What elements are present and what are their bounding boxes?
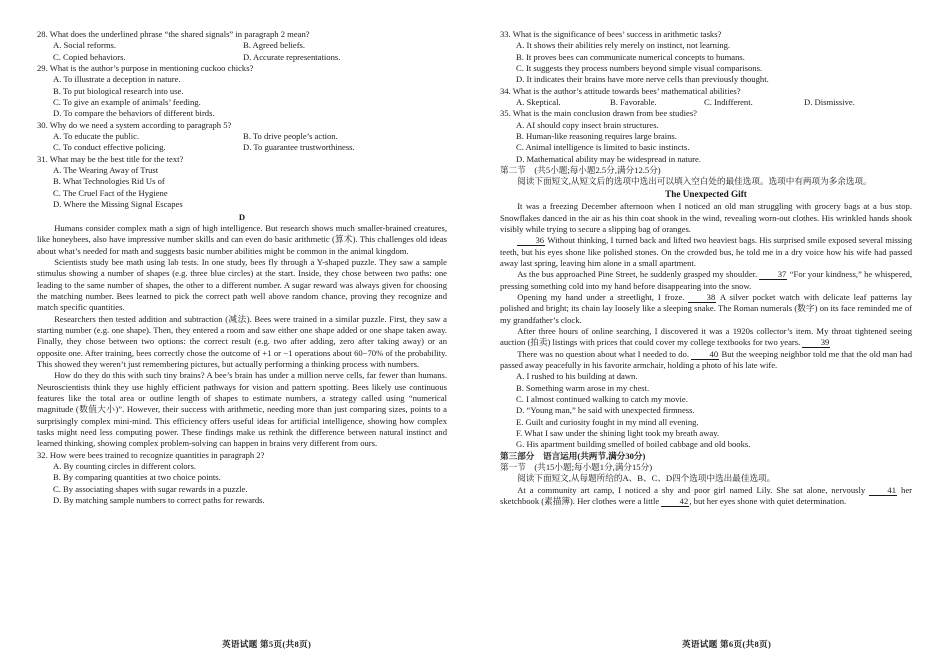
passage-paragraph: Humans consider complex math a sign of high intelligence. But research shows much smaller-brained creatures, like honeybees, also have impressive number skills and can even do basic arithmetic (算术). This challenges old ideas about what’s needed for math and suggests basic number abilities might be common in the animal kingdom.: [37, 222, 447, 256]
question-stem: 32. How were bees trained to recognize quantities in paragraph 2?: [37, 449, 265, 460]
story-paragraph: After three hours of online searching, I discovered it was a 1920s collector’s item. My throat tightened seeing auction (拍卖) listings with prices that could cover my college textbooks for two years. 39: [500, 325, 912, 348]
option-b: B. What Technologies Rid Us of: [53, 176, 165, 187]
option-d: D. Where the Missing Signal Escapes: [53, 199, 183, 210]
page-footer-left: 英语试题 第5页(共8页): [222, 639, 312, 649]
question-29: [37, 63, 447, 120]
story-option-c: C. I almost continued walking to catch my movie.: [516, 394, 688, 404]
section-2: [500, 165, 912, 188]
option-a: A. To educate the public.: [53, 131, 140, 142]
passage-d: [37, 212, 447, 450]
passage-paragraph: How do they do this with such tiny brains? A bee’s brain has under a million nerve cells, far fewer than humans. Neuroscientists think they use highly efficient pathways for vision and pattern spotting. Bees likely use continuous features like the total area or outline length of shapes to estimate numbers, a strategy called using “numerical magnitude (数值大小)”. However, their success with arithmetic, needing more than just comparing sizes, points to a surprisingly complex mini-mind. This efficiency offers useful ideas for artificial intelligence, showing how complex tasks might need less computing power. These findings make us rethink the difference between natural instinct and learned thinking, showing complex problem-solving can happen in brains very different from ours.: [37, 370, 447, 449]
passage-paragraph: Scientists study bee math using lab tests. In one study, bees fly through a Y-shaped puzzle. They saw a sample stimulus showing a number of shapes (e.g. three blue circles) at the start. Inside, they chose between two paths: one leading to the same number of shapes, the other to a different number. A sugar reward was always given for choosing the matching number. Bees learned to pick the correct path well above random chance, proving they recognize and match specific quantities.: [37, 256, 447, 313]
section-instruction: 阅读下面短文,从每题所给的A、B、C、D四个选项中选出最佳选项。: [517, 473, 776, 484]
option-d: D. It indicates their brains have more nerve cells than previously thought.: [516, 74, 769, 85]
section-header: 第一节 (共15小题;每小题1分,满分15分): [500, 462, 653, 473]
option-d: D. By matching sample numbers to correct paths for rewards.: [53, 495, 265, 506]
question-stem: 31. What may be the best title for the text?: [37, 153, 184, 164]
story-option-e: E. Guilt and curiosity fought in my mind all evening.: [516, 416, 699, 427]
story-paragraph: There was no question about what I needed to do. 40 But the weeping neighbor told me that the old man had passed away peacefully in his favorite armchair, holding a photo of his late wife.: [500, 348, 912, 370]
option-b: B. To drive people’s action.: [243, 131, 338, 142]
story-title: The Unexpected Gift: [665, 188, 747, 199]
right-page-column: [500, 29, 912, 507]
part-header: 第三部分 语言运用(共两节,满分30分): [500, 450, 646, 461]
story-paragraph: As the bus approached Pine Street, he suddenly grasped my shoulder. 37 “For your kindness,” he whispered, pressing something cold into my hand before disappearing into the snow.: [500, 269, 912, 291]
question-28: [37, 29, 447, 63]
section-header: 第二节 (共5小题;每小题2.5分,满分12.5分): [500, 165, 661, 176]
part-3: [500, 451, 912, 508]
option-a: A. It shows their abilities rely merely on instinct, not learning.: [516, 40, 731, 51]
passage-paragraph: Researchers then tested addition and subtraction (减法). Bees were trained in a similar puzzle. First, they saw a starting number (e.g. one shape). Then, they entered a room and saw either one shape added or one shape taken away. Finally, they chose between two options: the correct result (e.g. two after adding, zero after taking away) or an opposite one. After training, bees correctly chose the outcome of +1 or −1 operations about 60−70% of the probability. This showed they weren’t just remembering pictures, but actually performing a thinking process with numbers.: [37, 313, 447, 369]
question-stem: 33. What is the significance of bees’ success in arithmetic tasks?: [500, 29, 722, 39]
option-c: C. The Cruel Fact of the Hygiene: [53, 187, 168, 198]
option-a: A. AI should copy insect brain structures.: [516, 119, 659, 130]
option-d: D. To guarantee trustworthiness.: [243, 142, 355, 153]
blank-38: 38: [688, 293, 716, 303]
story-passage: [500, 189, 912, 451]
passage-label: D: [238, 211, 246, 222]
question-31: [37, 154, 447, 211]
option-d: D. Dismissive.: [804, 97, 855, 108]
question-stem: 28. What does the underlined phrase “the shared signals” in paragraph 2 mean?: [37, 29, 310, 39]
story-option-b: B. Something warm arose in my chest.: [516, 382, 650, 393]
question-33: [500, 29, 912, 86]
blank-39: 39: [802, 338, 830, 348]
option-d: D. Mathematical ability may be widespread in nature.: [516, 153, 701, 164]
question-stem: 34. What is the author’s attitude towards bees’ mathematical abilities?: [500, 85, 741, 96]
option-a: A. By counting circles in different colors.: [53, 461, 197, 472]
option-c: C. Indifferent.: [704, 97, 753, 108]
option-a: A. To illustrate a deception in nature.: [53, 74, 181, 85]
option-a: A. The Wearing Away of Trust: [53, 165, 159, 176]
option-c: C. It suggests they process numbers beyond simple visual comparisons.: [516, 63, 763, 74]
option-a: A. Social reforms.: [53, 40, 117, 51]
option-b: B. Human-like reasoning requires large brains.: [516, 131, 677, 142]
option-c: C. To give an example of animals’ feeding.: [53, 97, 201, 108]
story-paragraph: Opening my hand under a streetlight, I froze. 38 A silver pocket watch with delicate leaf patterns lay polished and bright; its chain lay loosely like a sleeping snake. The Roman numerals (数字) on its face reminded me of my grandfather’s clock.: [500, 291, 912, 325]
option-c: C. By associating shapes with sugar rewards in a puzzle.: [53, 483, 248, 494]
page-footer-right: 英语试题 第6页(共8页): [682, 639, 772, 649]
story-option-d: D. “Young man,” he said with unexpected firmness.: [516, 405, 695, 416]
story-option-a: A. I rushed to his building at dawn.: [516, 371, 638, 382]
option-c: C. To conduct effective policing.: [53, 142, 166, 153]
cloze-paragraph: At a community art camp, I noticed a shy and poor girl named Lily. She sat alone, nervously 41 her sketchbook (素描簿). Her clothes were a little 42, but her eyes shone with quiet determination.: [500, 484, 913, 507]
question-stem: 30. Why do we need a system according to paragraph 5?: [37, 119, 232, 130]
question-32: [37, 450, 447, 507]
option-a: A. Skeptical.: [516, 97, 561, 108]
story-option-g: G. His apartment building smelled of boiled cabbage and old books.: [516, 439, 751, 450]
option-b: B. It proves bees can communicate numerical concepts to humans.: [516, 51, 745, 62]
option-b: B. Favorable.: [610, 97, 657, 108]
question-stem: 29. What is the author’s purpose in mentioning cuckoo chicks?: [37, 63, 254, 74]
story-paragraph: It was a freezing December afternoon when I noticed an old man struggling with grocery bags at a bus stop. Snowflakes danced in the air as his thin coat shook in the wind, revealing worn-out clothes. His wrinkled hands shook visibly while trying to secure a slipping bag of oranges.: [500, 201, 912, 234]
blank-41: 41: [869, 486, 897, 496]
question-34: [500, 86, 912, 109]
option-c: C. Animal intelligence is limited to basic instincts.: [516, 142, 690, 153]
blank-37: 37: [759, 270, 787, 280]
option-d: D. To compare the behaviors of different birds.: [53, 108, 215, 119]
blank-40: 40: [691, 350, 719, 360]
option-b: B. To put biological research into use.: [53, 85, 184, 96]
option-d: D. Accurate representations.: [243, 51, 341, 62]
question-30: [37, 120, 447, 154]
story-paragraph: 36 Without thinking, I turned back and lifted two heaviest bags. His surprised smile exposed several missing teeth, but his eyes shone like polished stones. On the crowded bus, he told me in a dry voice how his wife had passed away last spring, leaving him alone in a small apartment.: [500, 235, 913, 268]
option-b: B. By comparing quantities at two choice points.: [53, 472, 221, 483]
option-b: B. Agreed beliefs.: [243, 40, 306, 51]
story-option-f: F. What I saw under the shining light took my breath away.: [516, 428, 720, 439]
blank-36: 36: [517, 236, 545, 246]
option-c: C. Copied behaviors.: [53, 51, 126, 62]
question-stem: 35. What is the main conclusion drawn from bee studies?: [500, 108, 697, 119]
blank-42: 42: [661, 497, 689, 507]
section-instruction: 阅读下面短文,从短文后的选项中选出可以填入空白处的最佳选项。选项中有两项为多余选项。: [517, 176, 872, 187]
question-35: [500, 108, 912, 165]
left-page-column: [37, 29, 447, 506]
